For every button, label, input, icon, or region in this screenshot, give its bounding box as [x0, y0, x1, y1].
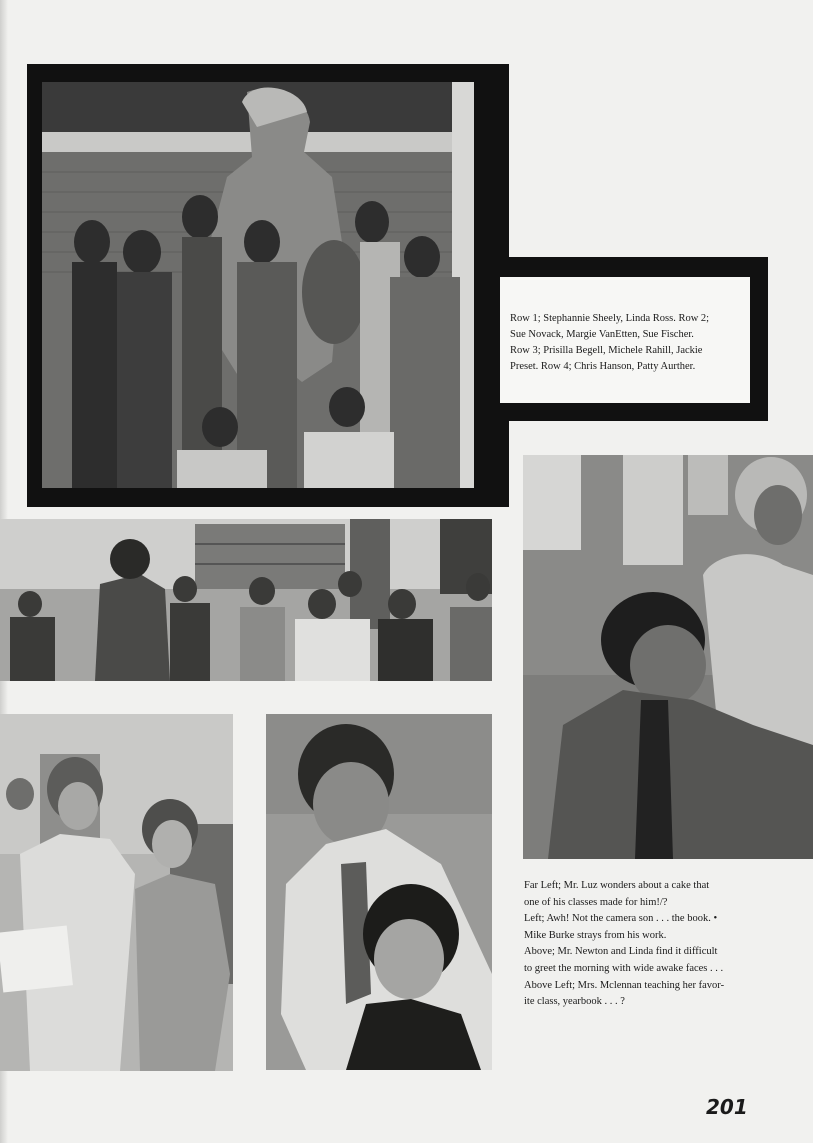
teacher-and-student-photo — [523, 455, 813, 859]
caption-line: one of his classes made for him!/? — [524, 896, 668, 908]
caption-line: Above Left; Mrs. Mclennan teaching her favor- — [524, 979, 725, 991]
caption-line: Above; Mr. Newton and Linda find it difficult — [524, 946, 718, 958]
two-boys-photo — [0, 714, 233, 1071]
group-photo-caption — [510, 311, 746, 375]
caption-line: Left; Awh! Not the camera son . . . the book. • — [524, 913, 718, 925]
group-photo-trojan-statue — [42, 82, 474, 488]
page-number: 201 — [706, 1095, 748, 1119]
caption-line: Row 3; Prisilla Begell, Michele Rahill, Jackie — [510, 345, 703, 356]
classroom-photo — [0, 519, 492, 681]
group-photo-caption-box — [500, 277, 750, 403]
caption-line: to greet the morning with wide awake faces . . . — [524, 962, 724, 974]
caption-line: Far Left; Mr. Luz wonders about a cake that — [524, 880, 710, 891]
caption-line: Mike Burke strays from his work. — [524, 929, 667, 941]
teacher-with-student-photo — [266, 714, 492, 1070]
caption-line: Sue Novack, Margie VanEtten, Sue Fischer. — [510, 329, 694, 340]
photo-captions — [524, 878, 764, 1011]
caption-line: Preset. Row 4; Chris Hanson, Patty Aurther. — [510, 361, 696, 372]
caption-line: ite class, yearbook . . . ? — [524, 996, 625, 1008]
caption-line: Row 1; Stephannie Sheely, Linda Ross. Row 2; — [510, 313, 710, 324]
